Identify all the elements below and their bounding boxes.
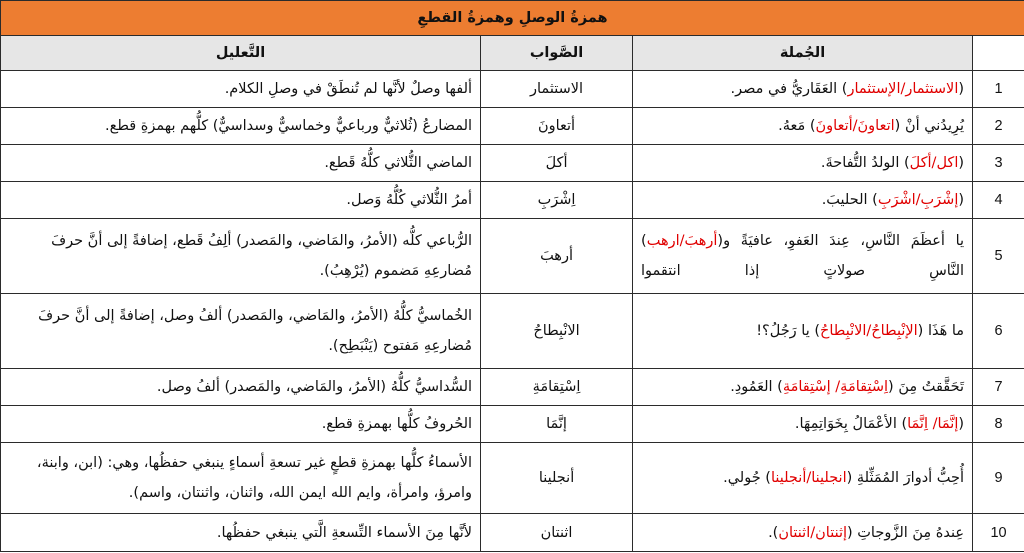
row-number: 3	[973, 145, 1024, 182]
answer-cell: اِسْتِقامَةِ	[481, 369, 633, 406]
answer-cell: اِشْرَبِ	[481, 182, 633, 219]
sentence-pre: (	[958, 81, 965, 97]
sentence-options: اتعاونَ/أتعاونَ	[815, 118, 895, 134]
sentence-cell	[633, 514, 973, 552]
sentence-cell	[633, 182, 973, 219]
sentence-post: ) العَقَاريُّ في مصر.	[730, 81, 848, 97]
reason-cell: الحُروفُ كلُّها بهمزةِ قطع.	[1, 406, 481, 443]
table-row	[1, 369, 1024, 406]
table-row	[1, 108, 1024, 145]
column-header-number	[973, 36, 1024, 71]
answer-cell: أتعاونَ	[481, 108, 633, 145]
reason-cell: السُّداسيُّ كلُّهُ (الأمرُ، والمَاضي، والمَصدر) ألفُ وصل.	[1, 369, 481, 406]
sentence-pre: ما هَذَا (	[917, 323, 965, 339]
sentence-options: إنَّمَا/ اِنَّمَا	[907, 416, 959, 432]
table-row	[1, 406, 1024, 443]
reason-cell: الماضي الثُّلاثي كلُّهُ قَطع.	[1, 145, 481, 182]
table-row	[1, 514, 1024, 552]
sentence-options: اكل/أكلَ	[909, 155, 959, 171]
sentence-cell	[633, 219, 973, 294]
sentence-post: ) جُولي.	[723, 470, 771, 486]
table-title: همزةُ الوصلِ وهمزةُ القطعِ	[1, 1, 1024, 36]
row-number: 4	[973, 182, 1024, 219]
sentence-pre: (	[958, 155, 965, 171]
sentence-cell	[633, 294, 973, 369]
sentence-pre: يُرِيدُني أنْ (	[894, 118, 965, 134]
reason-cell: الرُّباعي كلُّه (الأمرُ، والمَاضي، والمَصدر) ألِفُ قَطع، إضافةً إلى أنَّ حرفَ مُضارعِهِ مَضموم (يُرْهِبُ).	[1, 219, 481, 294]
answer-cell: الاستثمار	[481, 71, 633, 108]
answer-cell: اثنتان	[481, 514, 633, 552]
column-header-answer: الصَّواب	[481, 36, 633, 71]
sentence-pre: تَحَقَّقتُ مِنَ (	[888, 379, 965, 395]
row-number: 10	[973, 514, 1024, 552]
row-number: 9	[973, 443, 1024, 514]
sentence-cell	[633, 71, 973, 108]
table-row	[1, 294, 1024, 369]
sentence-post: ) الحليبَ.	[821, 192, 878, 208]
reason-cell: أمرُ الثُّلاثي كُلُّهُ وَصل.	[1, 182, 481, 219]
sentence-post: ) الولدُ التُّفاحةَ.	[820, 155, 910, 171]
reason-cell: الخُماسيُّ كلُّهُ (الأمرُ، والمَاضي، والمَصدر) ألفُ وصل، إضافةً إلى أنَّ حرفَ مُضارعِهِ مَفتوح (يَنْبَطِح).	[1, 294, 481, 369]
reason-cell: الأسماءُ كلُّها بهمزةِ قطعٍ غير تسعةِ أسماءٍ ينبغي حفظُها، وهي: (ابن، وابنة، وامرؤ، وامرأة، وايم الله ايمن الله، واثنان، واثنتان، واسم).	[1, 443, 481, 514]
reason-cell: ألفها وصلٌ لأنَّها لم تُنطَقْ في وصلِ الكلام.	[1, 71, 481, 108]
sentence-cell	[633, 369, 973, 406]
sentence-cell	[633, 406, 973, 443]
sentence-options: انجلينا/أنجلينا	[770, 470, 847, 486]
table-row	[1, 145, 1024, 182]
reason-cell: لأنَّها مِنَ الأسماء التِّسعةِ الَّتي ينبغي حفظُها.	[1, 514, 481, 552]
sentence-post: ) العَمُودِ.	[730, 379, 783, 395]
table-row	[1, 182, 1024, 219]
table-row	[1, 71, 1024, 108]
sentence-pre: يا أعظَمَ النَّاسِ، عِندَ العَفوِ، عافيَةً و(	[717, 233, 965, 249]
answer-cell: الانْبِطاحُ	[481, 294, 633, 369]
table-row	[1, 443, 1024, 514]
answer-cell: إنَّمَا	[481, 406, 633, 443]
sentence-post: ) يا رَجُلُ؟!	[756, 323, 821, 339]
sentence-pre: (	[958, 192, 965, 208]
sentence-options: الاستثمار/الإستثمار	[847, 81, 959, 97]
answer-cell: أنجلينا	[481, 443, 633, 514]
row-number: 5	[973, 219, 1024, 294]
sentence-cell	[633, 108, 973, 145]
sentence-options: إثنتان/اثنتان	[778, 524, 848, 541]
sentence-options: إشْرَبِ/اشْرَبِ	[877, 192, 959, 208]
row-number: 8	[973, 406, 1024, 443]
row-number: 7	[973, 369, 1024, 406]
sentence-pre: أُحِبُّ أدوارَ المُمَثِّلةِ (	[846, 470, 965, 486]
sentence-cell	[633, 145, 973, 182]
title-row	[1, 1, 1024, 36]
sentence-options: أرهبَ/ارهب	[646, 233, 718, 249]
sentence-cell	[633, 443, 973, 514]
reason-cell: المضارعُ (ثُلاثيٌّ ورباعيٌّ وخماسيٌّ وسداسيٌّ) كلُّهم بهمزةِ قطع.	[1, 108, 481, 145]
row-number: 2	[973, 108, 1024, 145]
column-header-row	[1, 36, 1024, 71]
answer-cell: أرهبَ	[481, 219, 633, 294]
sentence-post: ) مَعهُ.	[778, 118, 816, 134]
sentence-post: ) النَّاسِ صولاتٍ إذا انتقموا	[641, 233, 965, 279]
sentence-post: ) الأعْمَالُ بِخَوَاتِمِهَا.	[794, 416, 908, 432]
column-header-reason: التَّعليل	[1, 36, 481, 71]
sentence-pre: عِندهُ مِنَ الزَّوجاتِ (	[847, 524, 965, 541]
column-header-sentence: الجُملة	[633, 36, 973, 71]
sentence-post: ).	[768, 524, 779, 541]
sentence-pre: (	[958, 416, 965, 432]
row-number: 6	[973, 294, 1024, 369]
row-number: 1	[973, 71, 1024, 108]
table-row	[1, 219, 1024, 294]
sentence-options: اِسْتِقامَةِ/ إسْتِقامَةِ	[782, 379, 889, 395]
answer-cell: أكلَ	[481, 145, 633, 182]
sentence-options: الإنْبِطاحُ/الانْبِطاحُ	[820, 323, 918, 339]
